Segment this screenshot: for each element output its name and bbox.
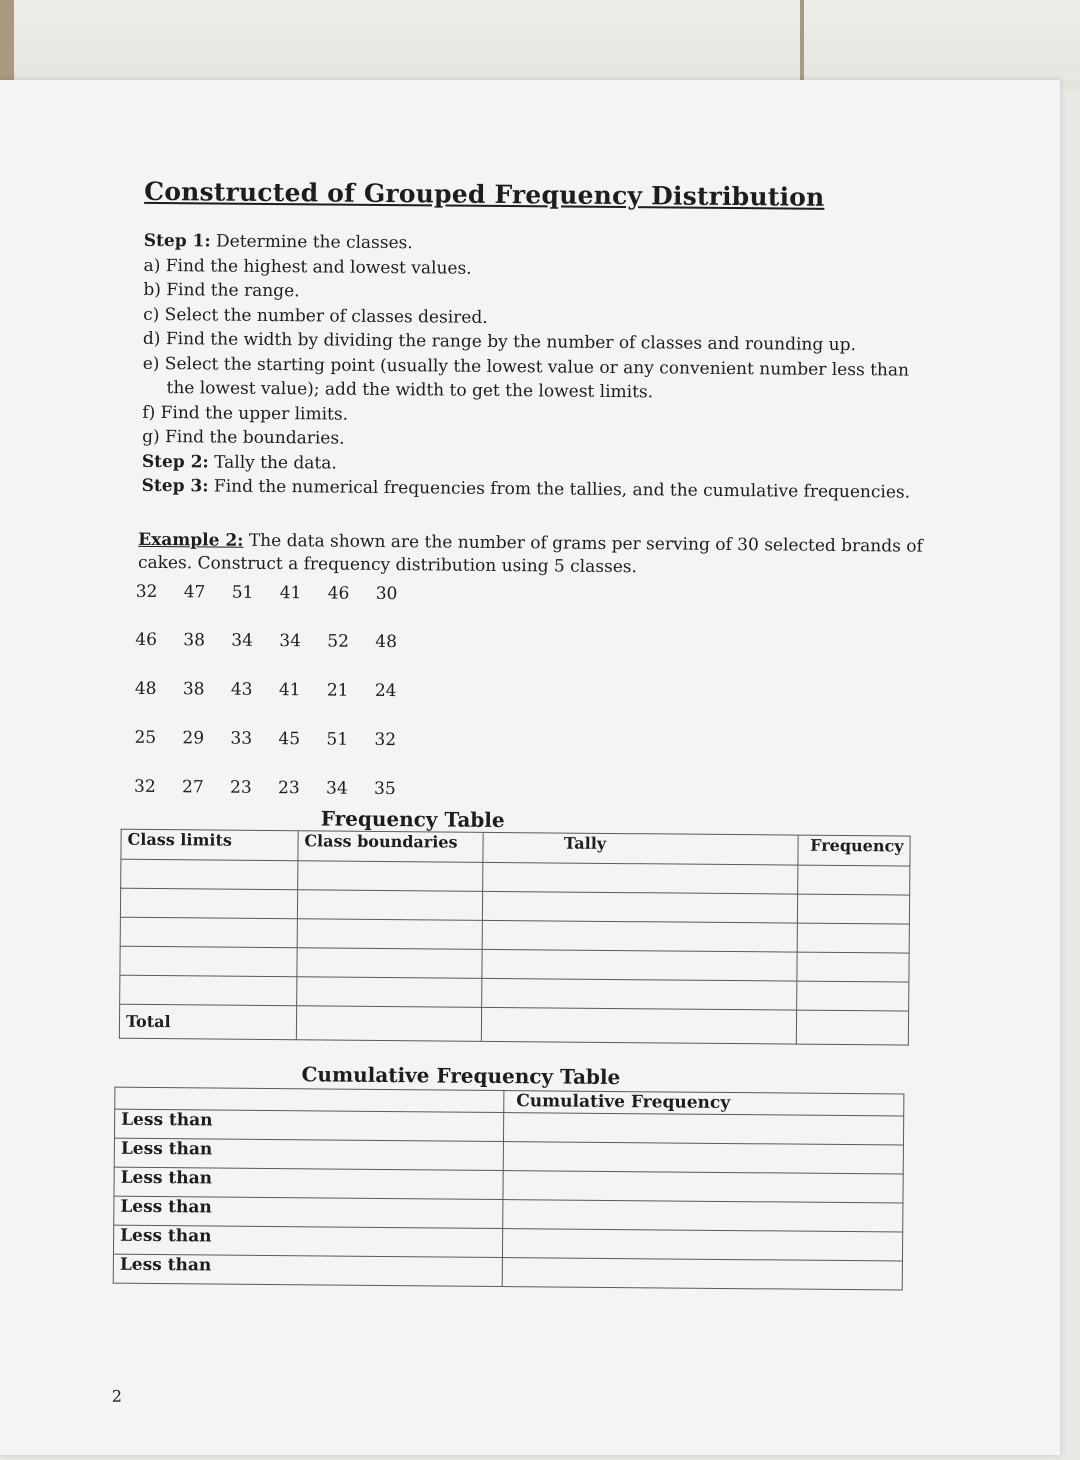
cell-cumulative-frequency[interactable] — [503, 1142, 903, 1174]
less-than-label: Less than — [114, 1196, 503, 1228]
step-1c: c) Select the number of classes desired. — [143, 304, 488, 328]
less-than-label: Less than — [114, 1138, 503, 1170]
total-row — [119, 1004, 908, 1045]
frequency-table — [119, 829, 911, 1046]
example-line-1: Example 2: The data shown are the number of grams per serving of 30 selected brands of — [138, 529, 923, 557]
cumulative-table-title: Cumulative Frequency Table — [301, 1062, 621, 1090]
cell-class-boundaries[interactable] — [297, 890, 483, 921]
example-2 — [138, 529, 938, 582]
cell-class-limits[interactable] — [120, 946, 297, 977]
step-1f: f) Find the upper limits. — [142, 402, 349, 425]
example-line-2: cakes. Construct a frequency distribution using 5 classes. — [137, 552, 638, 578]
cell-class-limits[interactable] — [121, 859, 298, 890]
table-row — [113, 1254, 902, 1290]
less-than-label: Less than — [113, 1225, 502, 1257]
less-than-label: Less than — [113, 1254, 502, 1286]
cumulative-table — [113, 1087, 905, 1291]
header-class-limits: Class limits — [121, 829, 298, 861]
step-1d: d) Find the width by dividing the range by the number of classes and rounding up. — [142, 328, 857, 356]
cell-frequency[interactable] — [797, 865, 910, 895]
frequency-table-title: Frequency Table — [320, 806, 505, 833]
data-row-2: 46 38 34 34 52 48 — [135, 629, 398, 653]
steps-list — [142, 229, 924, 505]
step-1e: e) Select the starting point (usually the lowest value or any convenient number less than — [142, 353, 910, 381]
cell-class-boundaries[interactable] — [297, 861, 483, 892]
cell-class-limits[interactable] — [120, 888, 297, 919]
cell-class-boundaries[interactable] — [296, 977, 482, 1008]
data-row-1: 32 47 51 41 46 30 — [135, 581, 398, 605]
tile-grout-right — [800, 0, 804, 80]
cell-frequency[interactable] — [797, 923, 910, 953]
cell-class-boundaries[interactable] — [297, 919, 483, 950]
cell-cumulative-frequency[interactable] — [503, 1113, 903, 1145]
cell-class-limits[interactable] — [120, 975, 297, 1006]
header-tally: Tally — [483, 832, 798, 865]
cell-cumulative-frequency[interactable] — [502, 1258, 902, 1290]
data-row-3: 48 38 43 41 21 24 — [134, 678, 397, 702]
cell-cumulative-frequency[interactable] — [503, 1171, 903, 1203]
cell-class-limits[interactable] — [120, 917, 297, 948]
data-row-5: 32 27 23 23 34 35 — [133, 776, 396, 800]
step-2: Step 2: Tally the data. — [141, 451, 337, 474]
cell-cumulative-frequency[interactable] — [502, 1229, 902, 1261]
header-class-boundaries: Class boundaries — [298, 831, 484, 863]
total-label: Total — [119, 1004, 296, 1040]
cell-frequency[interactable] — [796, 981, 909, 1011]
cell-tally[interactable] — [483, 862, 798, 894]
cell-tally[interactable] — [483, 891, 798, 923]
step-1: Step 1: Determine the classes. — [143, 230, 413, 254]
step-1g: g) Find the boundaries. — [142, 426, 345, 449]
step-3: Step 3: Find the numerical frequencies from the tallies, and the cumulative frequencies. — [141, 475, 911, 503]
cell-cumulative-frequency[interactable] — [503, 1200, 903, 1232]
cell-tally[interactable] — [482, 920, 797, 952]
less-than-label: Less than — [114, 1109, 503, 1141]
worksheet-content — [0, 76, 1065, 1460]
step-1b: b) Find the range. — [143, 279, 300, 302]
cell-tally[interactable] — [482, 978, 797, 1010]
data-row-4: 25 29 33 45 51 32 — [134, 727, 397, 751]
header-frequency: Frequency — [798, 835, 911, 866]
step-1a: a) Find the highest and lowest values. — [143, 255, 472, 279]
cell-total-tally[interactable] — [482, 1007, 797, 1044]
cell-frequency[interactable] — [797, 894, 910, 924]
cell-class-boundaries[interactable] — [297, 948, 483, 979]
page-number: 2 — [111, 1386, 123, 1406]
cell-total-boundaries[interactable] — [296, 1006, 482, 1042]
header-cumulative-frequency: Cumulative Frequency — [504, 1091, 904, 1116]
page-title: Constructed of Grouped Frequency Distribution — [144, 176, 825, 212]
step-1e-cont: the lowest value); add the width to get the lowest limits. — [166, 378, 654, 403]
less-than-label: Less than — [114, 1167, 503, 1199]
cell-total-frequency[interactable] — [796, 1010, 909, 1045]
cell-frequency[interactable] — [797, 952, 910, 982]
tile-grout-left — [0, 0, 14, 80]
worksheet-page — [0, 80, 1060, 1455]
cell-tally[interactable] — [482, 949, 797, 981]
